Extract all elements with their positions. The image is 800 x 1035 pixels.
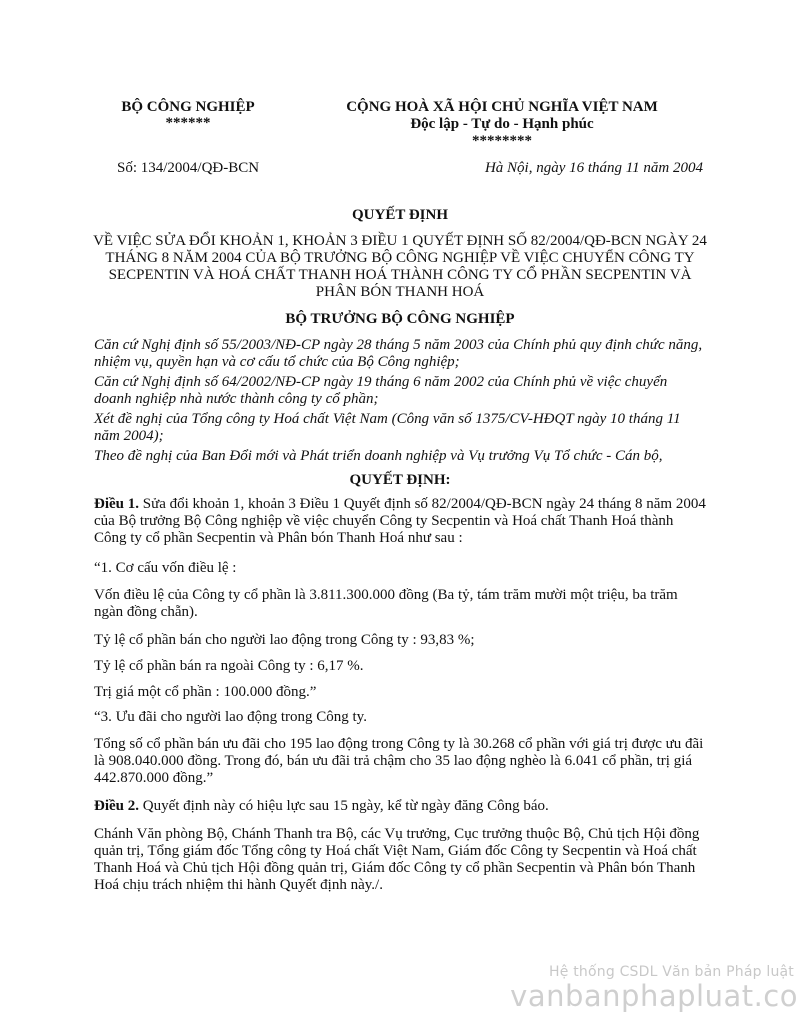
clause-line: “3. Ưu đãi cho người lao động trong Công ty. xyxy=(94,709,367,725)
article-1-text: Sửa đổi khoản 1, khoản 3 Điều 1 Quyết định số 82/2004/QĐ-BCN ngày 24 tháng 8 năm 2004 của Bộ trưởng Bộ Công nghiệp về việc chuyển Công ty Secpentin và Hoá chất Thanh Hoá thành Công ty cổ phần Secpentin và Phân bón Thanh Hoá như sau : xyxy=(94,496,706,546)
motto-stars: ******** xyxy=(472,133,532,149)
decision-heading: QUYẾT ĐỊNH: xyxy=(349,472,451,488)
ministry-name: BỘ CÔNG NGHIỆP xyxy=(121,99,255,115)
article-1 xyxy=(94,496,706,547)
clause-line: Trị giá một cổ phần : 100.000 đồng.” xyxy=(94,684,317,700)
watermark-site: vanbanphapluat.co xyxy=(510,979,798,1013)
preamble-line: Căn cứ Nghị định số 64/2002/NĐ-CP ngày 19 tháng 6 năm 2002 của Chính phủ về việc chuyển doanh nghiệp nhà nước thành công ty cổ phần; xyxy=(94,374,668,407)
national-motto: Độc lập - Tự do - Hạnh phúc xyxy=(410,116,594,132)
clause-line: “1. Cơ cấu vốn điều lệ : xyxy=(94,560,237,576)
article-2-text: Quyết định này có hiệu lực sau 15 ngày, kể từ ngày đăng Công báo. xyxy=(139,798,549,814)
place-date: Hà Nội, ngày 16 tháng 11 năm 2004 xyxy=(484,160,703,176)
article-2 xyxy=(94,798,706,815)
clause-line: Tỷ lệ cổ phần bán ra ngoài Công ty : 6,17 %. xyxy=(94,658,364,674)
article-2-label: Điều 2. xyxy=(94,798,139,814)
watermark-caption: Hệ thống CSDL Văn bản Pháp luật xyxy=(549,964,794,980)
preamble-line: Căn cứ Nghị định số 55/2003/NĐ-CP ngày 28 tháng 5 năm 2003 của Chính phủ quy định chức năng, nhiệm vụ, quyền hạn và cơ cấu tổ chức của Bộ Công nghiệp; xyxy=(94,337,703,370)
closing-paragraph: Chánh Văn phòng Bộ, Chánh Thanh tra Bộ, các Vụ trưởng, Cục trưởng thuộc Bộ, Chủ tịch Hội đồng quản trị, Tổng giám đốc Tổng công ty Hoá chất Việt Nam, Giám đốc Công ty Secpentin và Hoá chất Thanh Hoá và Chủ tịch Hội đồng quản trị, Giám đốc Công ty cổ phần Secpentin và Phân bón Thanh Hoá chịu trách nhiệm thi hành Quyết định này./. xyxy=(94,826,700,893)
nation-title: CỘNG HOÀ XÃ HỘI CHỦ NGHĨA VIỆT NAM xyxy=(346,99,658,115)
preamble-line: Theo đề nghị của Ban Đổi mới và Phát triển doanh nghiệp và Vụ trưởng Vụ Tổ chức - Cán bộ, xyxy=(94,448,663,464)
clause-line: Tỷ lệ cổ phần bán cho người lao động trong Công ty : 93,83 %; xyxy=(94,632,475,648)
document-heading: QUYẾT ĐỊNH xyxy=(352,207,448,223)
document-subject: VỀ VIỆC SỬA ĐỔI KHOẢN 1, KHOẢN 3 ĐIỀU 1 QUYẾT ĐỊNH SỐ 82/2004/QĐ-BCN NGÀY 24 THÁNG 8 NĂM 2004 CỦA BỘ TRƯỞNG BỘ CÔNG NGHIỆP VỀ VIỆC CHUYỂN CÔNG TY SECPENTIN VÀ HOÁ CHẤT THANH HOÁ THÀNH CÔNG TY CỔ PHẦN SECPENTIN VÀ PHÂN BÓN THANH HOÁ xyxy=(93,233,707,300)
clause-line: Tổng số cổ phần bán ưu đãi cho 195 lao động trong Công ty là 30.268 cổ phần với giá trị được ưu đãi là 908.040.000 đồng. Trong đó, bán ưu đãi trả chậm cho 35 lao động nghèo là 6.041 cổ phần, trị giá 442.870.000 đồng.” xyxy=(94,736,704,786)
ministry-stars: ****** xyxy=(165,115,211,131)
document-number: Số: 134/2004/QĐ-BCN xyxy=(117,160,260,176)
article-1-label: Điều 1. xyxy=(94,496,139,512)
issuing-authority: BỘ TRƯỞNG BỘ CÔNG NGHIỆP xyxy=(285,311,515,327)
preamble-line: Xét đề nghị của Tổng công ty Hoá chất Việt Nam (Công văn số 1375/CV-HĐQT ngày 10 tháng 11 năm 2004); xyxy=(94,411,681,444)
clause-line: Vốn điều lệ của Công ty cổ phần là 3.811.300.000 đồng (Ba tỷ, tám trăm mười một triệu, ba trăm ngàn đồng chẵn). xyxy=(94,587,678,620)
